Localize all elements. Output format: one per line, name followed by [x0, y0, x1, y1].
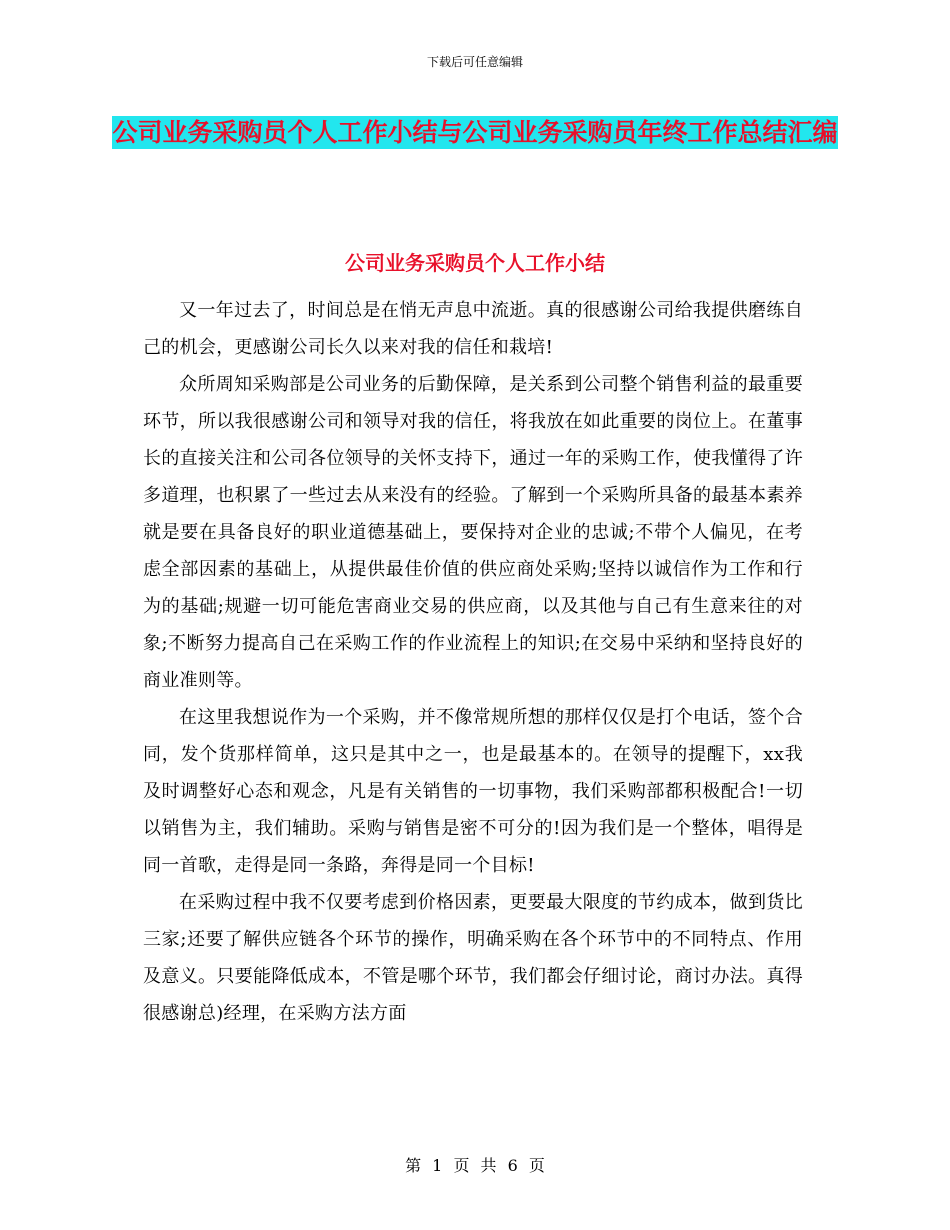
paragraph: 在这里我想说作为一个采购，并不像常规所想的那样仅仅是打个电话，签个合同，发个货那样简单，这只是其中之一，也是最基本的。在领导的提醒下，xx我及时调整好心态和观念，凡是有关销售的一切事物，我们采购部都积极配合!一切以销售为主，我们辅助。采购与销售是密不可分的!因为我们是一个整体，唱得是同一首歌，走得是同一条路，奔得是同一个目标!	[143, 707, 803, 876]
document-title	[100, 110, 850, 156]
paragraph: 众所周知采购部是公司业务的后勤保障，是关系到公司整个销售利益的最重要环节，所以我很感谢公司和领导对我的信任，将我放在如此重要的岗位上。在董事长的直接关注和公司各位领导的关怀支持下，通过一年的采购工作，使我懂得了许多道理，也积累了一些过去从来没有的经验。了解到一个采购所具备的最基本素养就是要在具备良好的职业道德基础上，要保持对企业的忠诚;不带个人偏见，在考虑全部因素的基础上，从提供最佳价值的供应商处采购;坚持以诚信作为工作和行为的基础;规避一切可能危害商业交易的供应商，以及其他与自己有生意来往的对象;不断努力提高自己在采购工作的作业流程上的知识;在交易中采纳和坚持良好的商业准则等。	[143, 374, 803, 691]
page-header-note: 下载后可任意编辑	[426, 55, 523, 69]
section-title: 公司业务采购员个人工作小结	[345, 251, 605, 275]
page-number-footer: 第 1 页 共 6 页	[405, 1156, 545, 1175]
paragraph: 在采购过程中我不仅要考虑到价格因素，更要最大限度的节约成本，做到货比三家;还要了解供应链各个环节的操作，明确采购在各个环节中的不同特点、作用及意义。只要能降低成本，不管是哪个环节，我们都会仔细讨论，商讨办法。真得很感谢总)经理，在采购方法方面	[143, 892, 803, 1024]
document-body	[143, 292, 803, 1032]
paragraph: 又一年过去了，时间总是在悄无声息中流逝。真的很感谢公司给我提供磨练自己的机会，更感谢公司长久以来对我的信任和栽培!	[143, 300, 803, 358]
document-title-text: 公司业务采购员个人工作小结与公司业务采购员年终工作总结汇编	[112, 118, 838, 147]
